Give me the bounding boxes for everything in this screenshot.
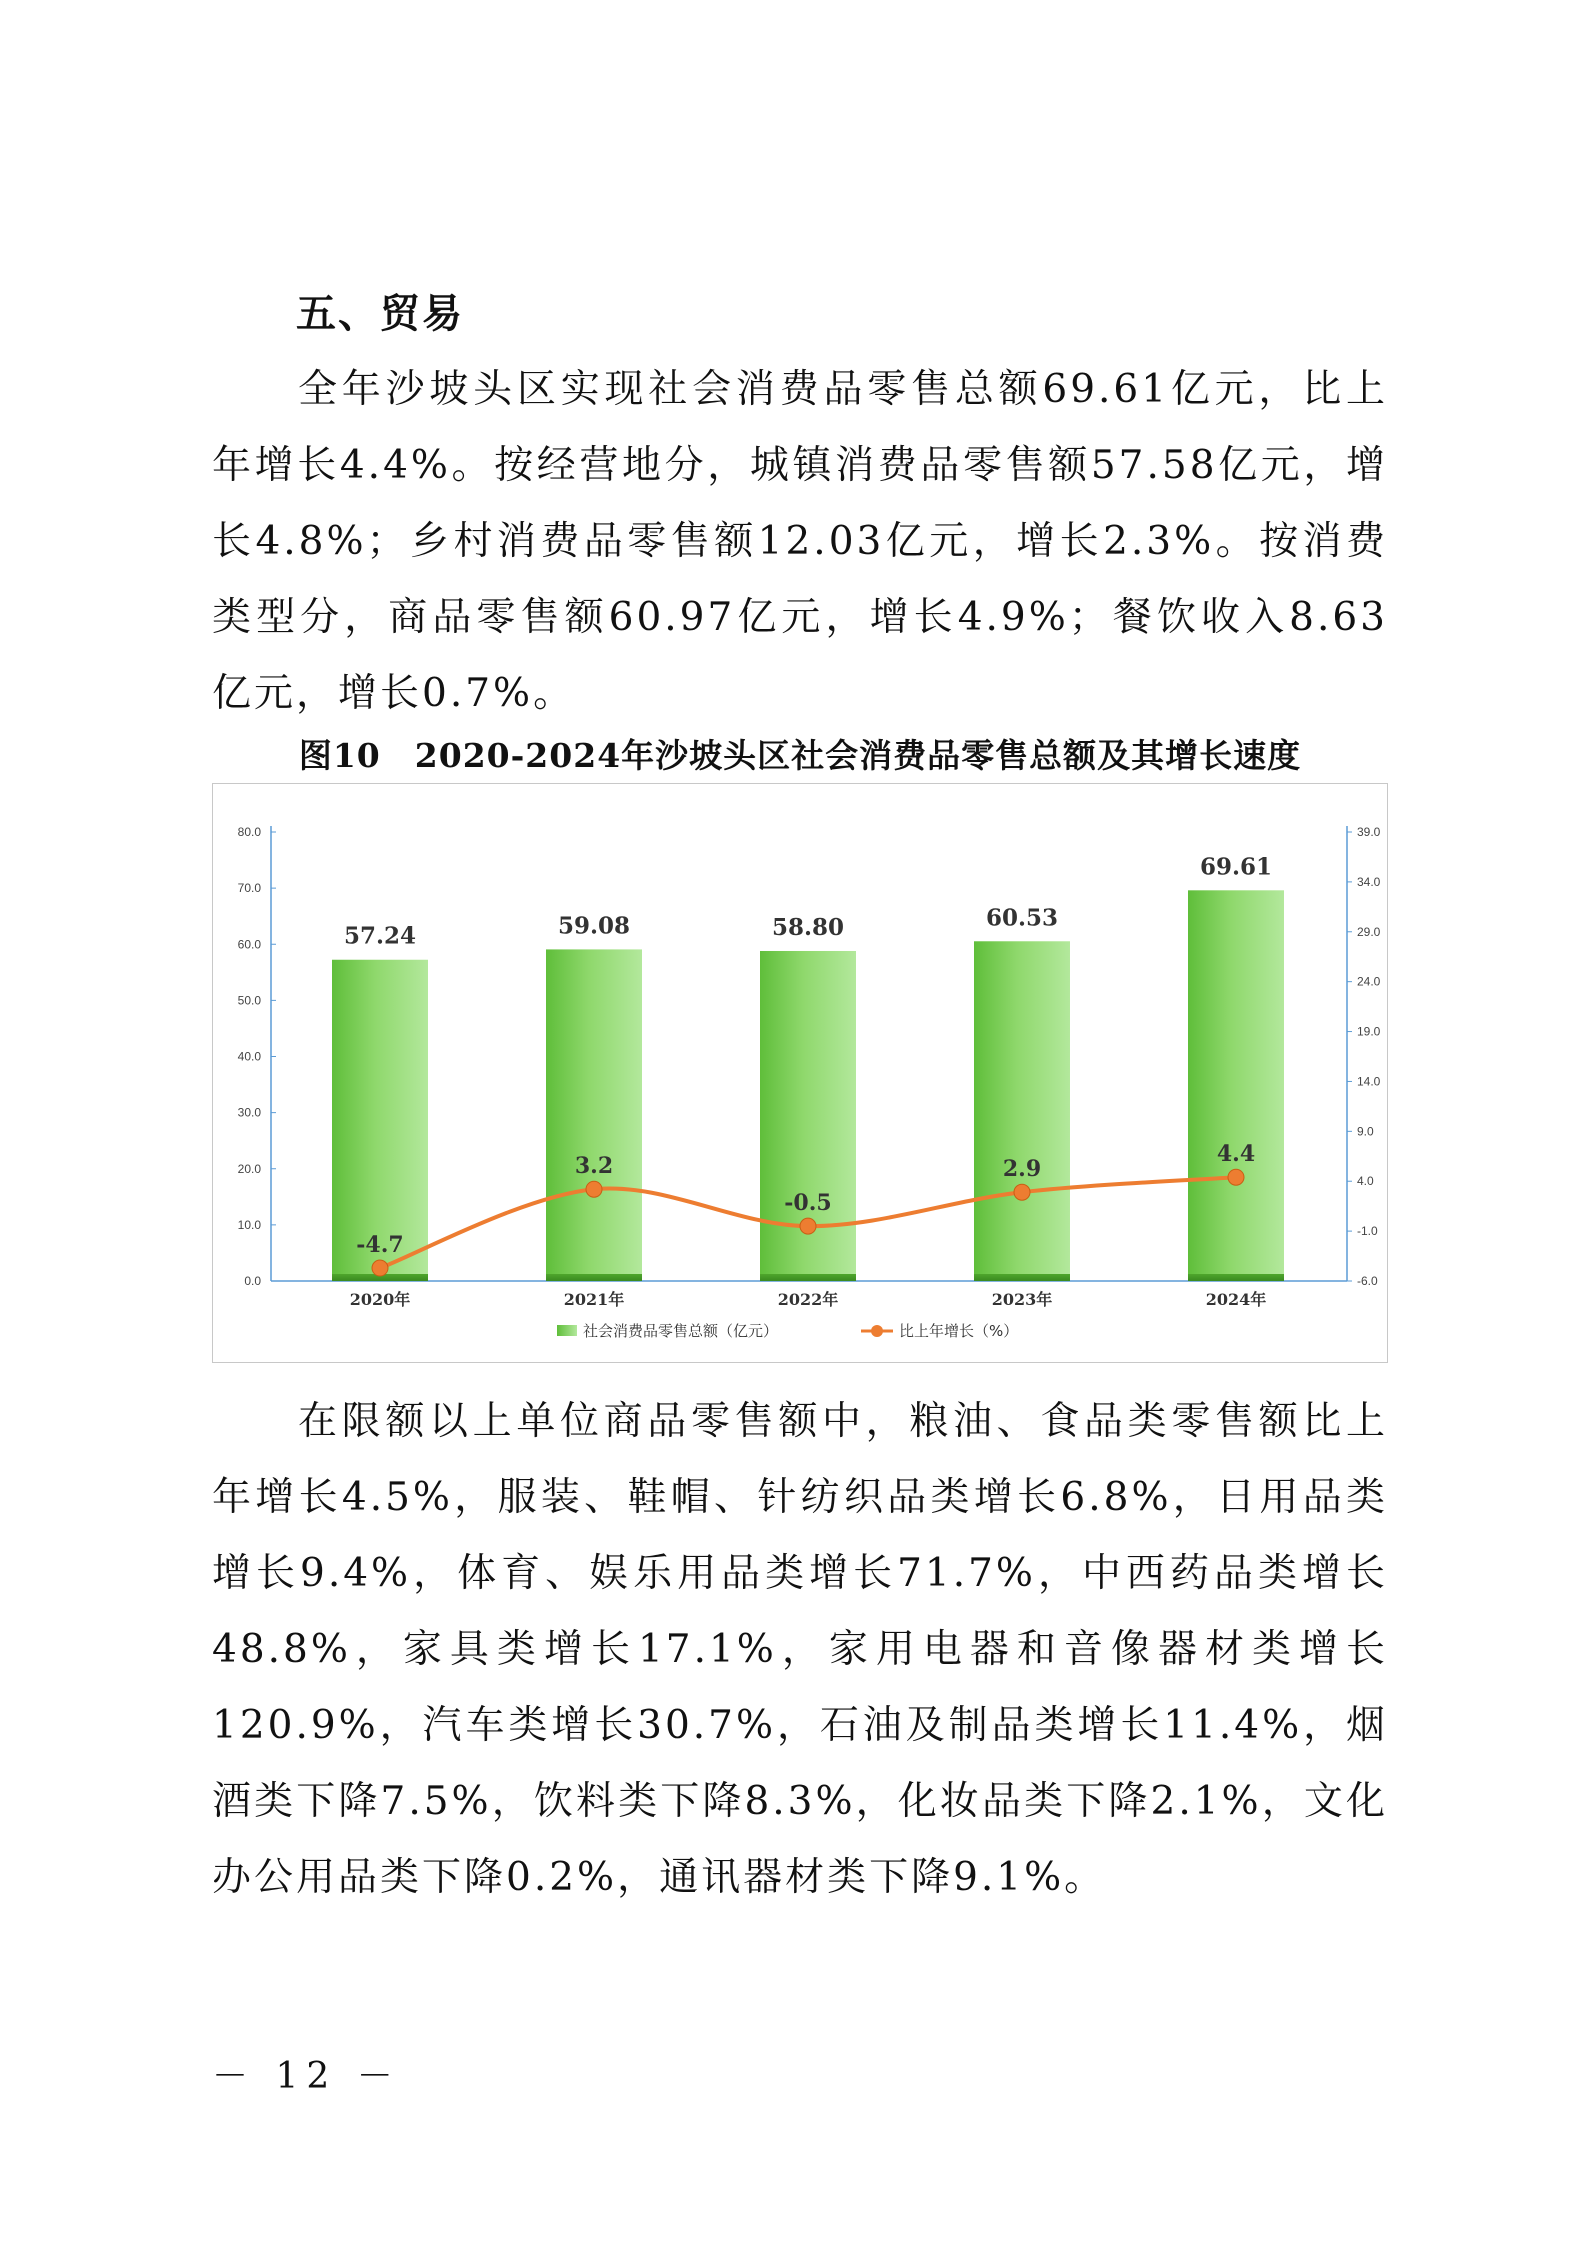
figure-title: 图10 2020-2024年沙坡头区社会消费品零售总额及其增长速度 xyxy=(298,736,1302,775)
left-tick-label: 10.0 xyxy=(237,1217,261,1232)
right-tick-label: 29.0 xyxy=(1357,924,1381,939)
chart-svg xyxy=(213,784,1387,1362)
growth-point xyxy=(1228,1169,1244,1185)
x-tick-label: 2024年 xyxy=(1205,1290,1267,1309)
left-tick-label: 60.0 xyxy=(237,937,261,952)
left-tick-label: 0.0 xyxy=(244,1274,261,1288)
right-tick-label: 19.0 xyxy=(1357,1024,1381,1039)
page-number: － 12 － xyxy=(212,2056,401,2097)
right-tick-label: -1.0 xyxy=(1357,1224,1378,1239)
growth-value-label: -4.7 xyxy=(356,1232,404,1259)
legend xyxy=(557,1322,1018,1340)
legend-bar-swatch xyxy=(557,1325,577,1336)
left-tick-label: 40.0 xyxy=(237,1049,261,1064)
left-tick-label: 50.0 xyxy=(237,993,261,1008)
growth-value-label: 2.9 xyxy=(1002,1156,1042,1183)
section-heading: 五、贸易 xyxy=(296,291,464,337)
x-tick-label: 2023年 xyxy=(991,1290,1053,1309)
legend-line-marker xyxy=(871,1325,883,1337)
bar xyxy=(546,949,642,1281)
bar-base xyxy=(974,1274,1070,1281)
paragraph-retail-summary: 全年沙坡头区实现社会消费品零售总额69.61亿元，比上年增长4.4%。按经营地分，城镇消费品零售额57.58亿元，增长4.8%；乡村消费品零售额12.03亿元，增长2.3%。按消费类型分，商品零售额60.97亿元，增长4.9%；餐饮收入8.63亿元，增长0.7%。 xyxy=(212,367,1388,716)
x-tick-label: 2021年 xyxy=(563,1290,625,1309)
left-tick-label: 30.0 xyxy=(237,1105,261,1120)
retail-sales-chart xyxy=(212,783,1388,1363)
legend-bar-label: 社会消费品零售总额（亿元） xyxy=(583,1322,779,1340)
bar-value-label: 69.61 xyxy=(1199,853,1273,881)
growth-point xyxy=(800,1218,816,1234)
right-tick-label: -6.0 xyxy=(1357,1274,1378,1288)
bar-value-label: 59.08 xyxy=(557,912,631,940)
bar xyxy=(974,941,1070,1281)
left-tick-label: 70.0 xyxy=(237,881,261,896)
right-tick-label: 34.0 xyxy=(1357,874,1381,889)
x-tick-label: 2020年 xyxy=(349,1290,411,1309)
legend-line-label: 比上年增长（%） xyxy=(899,1322,1019,1340)
right-tick-label: 9.0 xyxy=(1357,1124,1374,1139)
paragraph-category-growth: 在限额以上单位商品零售额中，粮油、食品类零售额比上年增长4.5%，服装、鞋帽、针纺织品类增长6.8%，日用品类增长9.4%，体育、娱乐用品类增长71.7%，中西药品类增长48.8%，家具类增长17.1%，家用电器和音像器材类增长120.9%，汽车类增长30.7%，石油及制品类增长11.4%，烟酒类下降7.5%，饮料类下降8.3%，化妆品类下降2.1%，文化办公用品类下降0.2%，通讯器材类下降9.1%。 xyxy=(212,1399,1388,1900)
right-tick-label: 39.0 xyxy=(1357,825,1381,839)
right-tick-label: 24.0 xyxy=(1357,974,1381,989)
left-tick-label: 80.0 xyxy=(237,825,261,839)
growth-point xyxy=(1014,1184,1030,1200)
x-tick-label: 2022年 xyxy=(777,1290,839,1309)
right-tick-label: 14.0 xyxy=(1357,1074,1381,1089)
growth-point xyxy=(372,1260,388,1276)
bar-base xyxy=(546,1274,642,1281)
bar-value-label: 60.53 xyxy=(985,904,1059,932)
growth-point xyxy=(586,1181,602,1197)
bar-base xyxy=(1188,1274,1284,1281)
bar xyxy=(1188,890,1284,1281)
growth-value-label: -0.5 xyxy=(784,1190,832,1217)
bar-value-label: 58.80 xyxy=(771,913,845,941)
bar-value-label: 57.24 xyxy=(343,922,417,950)
right-tick-label: 4.0 xyxy=(1357,1174,1374,1189)
growth-value-label: 4.4 xyxy=(1216,1141,1256,1168)
growth-value-label: 3.2 xyxy=(574,1153,614,1180)
bar-base xyxy=(760,1274,856,1281)
left-tick-label: 20.0 xyxy=(237,1161,261,1176)
